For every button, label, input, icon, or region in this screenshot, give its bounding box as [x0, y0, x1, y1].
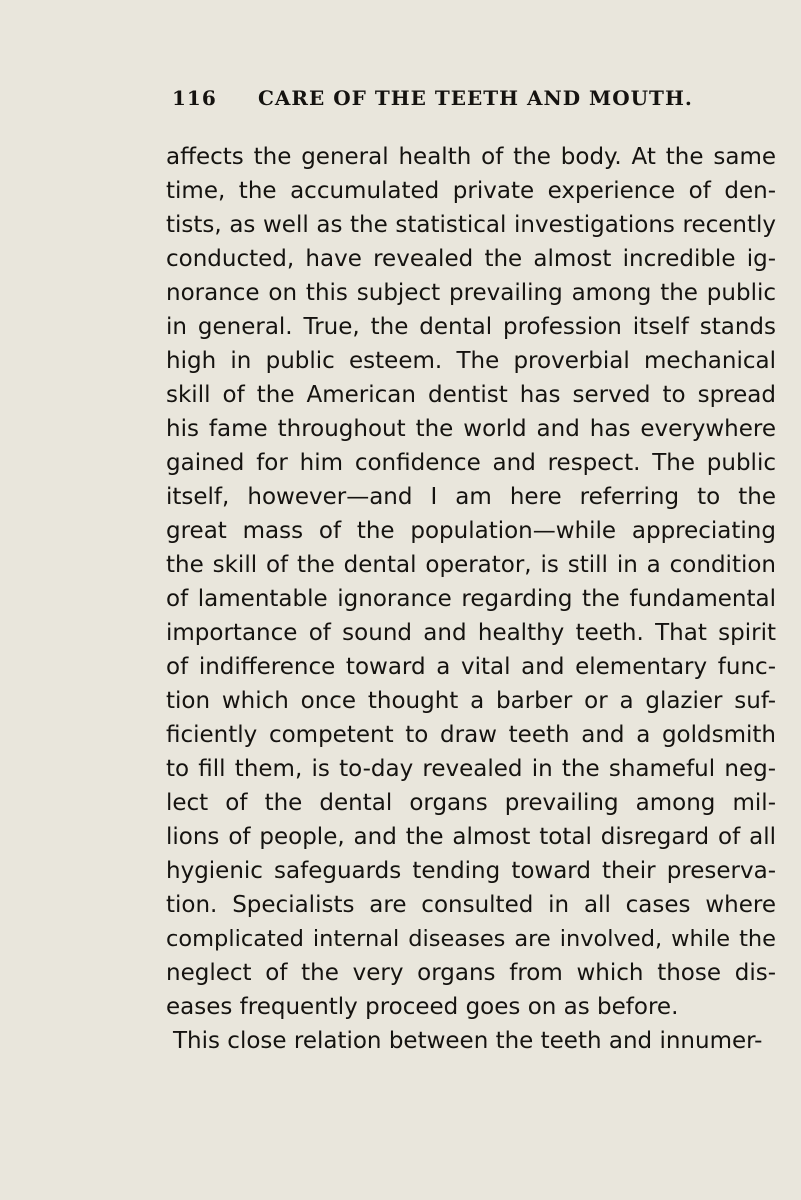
text-line: This close relation between the teeth and innumer-: [173, 1028, 763, 1054]
text-line: neglect of the very organs from which those dis-: [166, 960, 776, 986]
text-line: hygienic safeguards tending toward their preserva-: [166, 858, 776, 884]
text-line: lions of people, and the almost total disregard of all: [166, 824, 776, 850]
text-line: conducted, have revealed the almost incredible ig-: [166, 246, 776, 272]
text-line: skill of the American dentist has served to spread: [166, 382, 776, 408]
text-line: gained for him confidence and respect. The public: [166, 450, 776, 476]
text-line: great mass of the population—while appreciating: [166, 518, 776, 544]
text-line: importance of sound and healthy teeth. That spirit: [166, 620, 776, 646]
text-line: in general. True, the dental profession itself stands: [166, 314, 776, 340]
text-line: the skill of the dental operator, is still in a condition: [166, 552, 776, 578]
page-number: 116: [172, 86, 217, 110]
text-line: lect of the dental organs prevailing among mil-: [166, 790, 776, 816]
text-line: itself, however—and I am here referring to the: [166, 484, 776, 510]
text-line: high in public esteem. The proverbial mechanical: [166, 348, 776, 374]
text-line: time, the accumulated private experience of den-: [166, 178, 776, 204]
body-text: [166, 140, 776, 1058]
text-line: his fame throughout the world and has everywhere: [166, 416, 776, 442]
text-line: complicated internal diseases are involved, while the: [166, 926, 776, 952]
text-line: of lamentable ignorance regarding the fundamental: [166, 586, 776, 612]
running-title: CARE OF THE TEETH AND MOUTH.: [258, 86, 693, 110]
text-line: norance on this subject prevailing among the public: [166, 280, 776, 306]
text-line: eases frequently proceed goes on as before.: [166, 994, 679, 1020]
page-header: [172, 86, 693, 120]
text-line: of indifference toward a vital and elementary func-: [166, 654, 776, 680]
text-line: to fill them, is to-day revealed in the shameful neg-: [166, 756, 776, 782]
text-line: tists, as well as the statistical investigations recently: [166, 212, 776, 238]
text-line: tion which once thought a barber or a glazier suf-: [166, 688, 776, 714]
text-line: affects the general health of the body. At the same: [166, 144, 776, 170]
text-line: ficiently competent to draw teeth and a goldsmith: [166, 722, 776, 748]
text-line: tion. Specialists are consulted in all cases where: [166, 892, 776, 918]
